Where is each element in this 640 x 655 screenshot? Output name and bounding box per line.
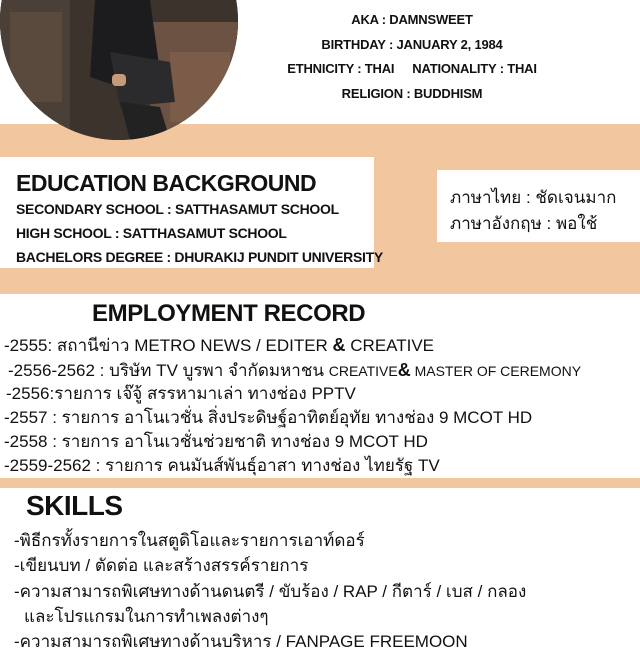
ethnicity-text: ETHNICITY : THAI — [287, 61, 395, 76]
education-item: SECONDARY SCHOOL : SATTHASAMUT SCHOOL — [16, 201, 339, 217]
employment-title: EMPLOYMENT RECORD — [92, 300, 366, 327]
nationality-text: NATIONALITY : THAI — [412, 61, 537, 76]
employment-item: -2556:รายการ เจ๊จู้ สรรหามาเล่า ทางช่อง PPTV — [6, 384, 356, 403]
profile-photo — [0, 0, 238, 140]
employment-item: -2559-2562 : รายการ คนมันส์พันธุ์อาสา ทางช่อง ไทยรัฐ TV — [4, 456, 440, 475]
skill-item: -ความสามารถพิเศษทางด้านดนตรี / ขับร้อง / RAP / กีตาร์ / เบส / กลอง — [14, 582, 527, 601]
employment-text: CREATIVE — [328, 363, 398, 379]
bio-block — [262, 8, 562, 106]
ampersand: & — [397, 360, 411, 380]
employment-item: -2558 : รายการ อาโนเวชั่นช่วยชาติ ทางช่อง 9 MCOT HD — [4, 432, 428, 451]
language-item-english: ภาษาอังกฤษ : พอใช้ — [450, 214, 598, 233]
aka-text: AKA : DAMNSWEET — [351, 12, 473, 27]
employment-text: CREATIVE — [345, 336, 435, 355]
language-item-thai: ภาษาไทย : ชัดเจนมาก — [450, 188, 617, 207]
ampersand: & — [332, 335, 346, 355]
skill-item: -ความสามารถพิเศษทางด้านบริหาร / FANPAGE FREEMOON — [14, 632, 468, 651]
education-item: BACHELORS DEGREE : DHURAKIJ PUNDIT UNIVERSITY — [16, 249, 383, 265]
religion-text: RELIGION : BUDDHISM — [341, 85, 483, 101]
skill-item: -เขียนบท / ตัดต่อ และสร้างสรรค์รายการ — [14, 556, 309, 575]
employment-item — [4, 332, 434, 359]
employment-text: MASTER OF CEREMONY — [410, 363, 582, 379]
birthday-text: BIRTHDAY : JANUARY 2, 1984 — [321, 36, 503, 52]
education-item: HIGH SCHOOL : SATTHASAMUT SCHOOL — [16, 225, 287, 241]
skill-item: และโปรแกรมในการทำเพลงต่างๆ — [24, 607, 269, 626]
skill-item: -พิธีกรทั้งรายการในสตูดิโอและรายการเอาท์ดอร์ — [14, 531, 365, 550]
employment-item: -2557 : รายการ อาโนเวชั่น สิ่งประดิษฐ์อาทิตย์อุทัย ทางช่อง 9 MCOT HD — [4, 408, 533, 427]
ethnicity-nationality-line — [262, 57, 562, 82]
separator-band — [0, 478, 640, 488]
education-title: EDUCATION BACKGROUND — [16, 170, 317, 196]
skills-title: SKILLS — [26, 490, 123, 521]
employment-text: -2555: สถานีข่าว METRO NEWS / EDITER — [4, 336, 333, 355]
employment-text: -2556-2562 : บริษัท TV บูรพา จำกัดมหาชน — [8, 361, 329, 380]
